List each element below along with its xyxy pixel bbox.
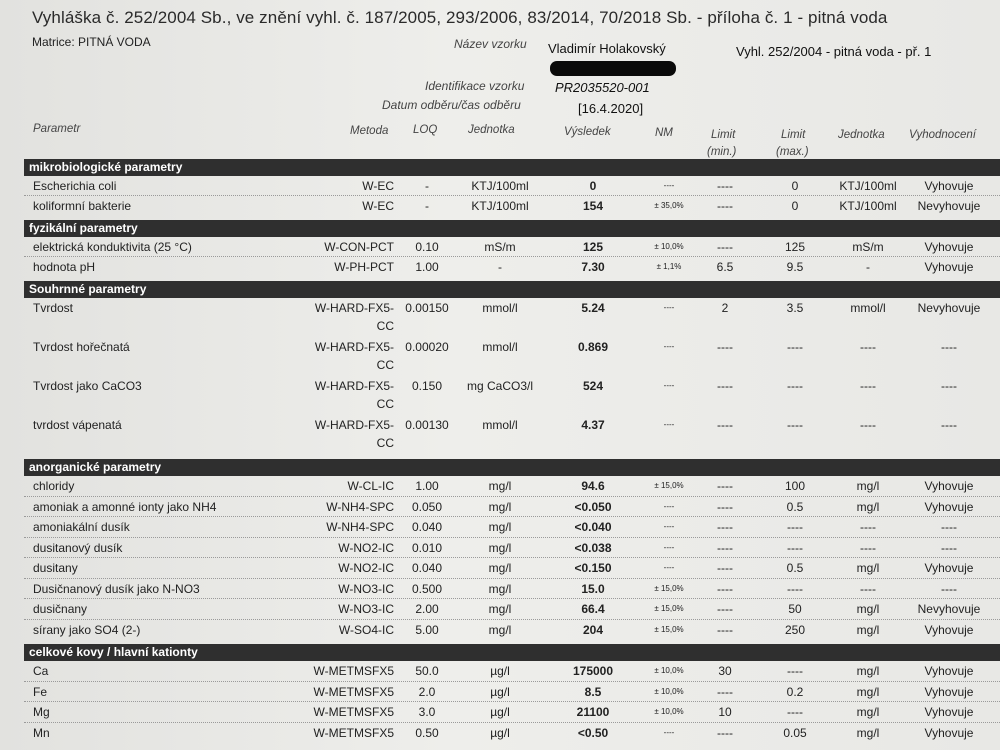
param-loq: - [425,179,429,193]
param-name: Tvrdost [33,301,74,315]
param-method: W-HARD-FX5- [314,418,394,432]
param-result: <0.040 [574,520,612,534]
standard-label: Vyhl. 252/2004 - pitná voda - př. 1 [736,44,932,59]
param-nm: ---- [663,522,675,531]
param-limit-unit: ---- [860,581,876,596]
param-nm: ± 10,0% [654,242,684,251]
sample-id-label: Identifikace vzorku [425,79,525,93]
param-limit-min: ---- [717,622,733,637]
param-name: hodnota pH [33,260,96,274]
param-limit-max: 0.05 [783,725,807,740]
param-nm: ---- [663,501,675,511]
param-unit: KTJ/100ml [471,199,529,213]
param-method: W-HARD-FX5- [314,379,394,393]
param-loq: 2.0 [418,684,436,699]
param-unit: mg/l [488,499,512,514]
param-limit-unit: ---- [860,520,876,534]
param-method: W-PH-PCT [334,260,394,274]
param-name: Escherichia coli [33,179,117,193]
param-evaluation: ---- [941,418,957,432]
param-limit-unit: ---- [860,340,876,354]
param-loq: 0.10 [415,240,439,254]
param-result: 8.5 [584,684,602,699]
param-limit-unit: mg/l [856,622,880,637]
param-unit: µg/l [490,705,510,719]
redaction-bar [550,61,676,76]
param-limit-unit: mg/l [856,602,880,616]
table-row [0,661,1000,682]
param-nm: ± 15,0% [654,604,684,613]
param-limit-min: ---- [717,179,733,193]
section-anorganicke: anorganické parametry [24,459,1000,476]
param-method-cont: CC [376,397,394,411]
col-jednotka-2: Jednotka [838,129,885,141]
param-nm: ± 35,0% [654,201,684,210]
param-loq: 0.150 [411,379,443,393]
param-name: chloridy [33,479,75,493]
table-row [0,298,1000,337]
param-loq: 0.010 [411,540,443,555]
param-unit: µg/l [490,664,510,678]
param-nm: ± 15,0% [654,624,684,634]
param-limit-min: ---- [717,379,733,393]
param-limit-max: ---- [787,581,803,596]
param-limit-min: 6.5 [716,260,734,274]
param-limit-min: ---- [717,684,733,699]
param-limit-unit: mS/m [852,240,884,254]
param-method-cont: CC [376,358,394,372]
param-limit-unit: KTJ/100ml [839,199,897,213]
param-result: 15.0 [581,581,605,596]
table-row [0,538,1000,559]
sample-name: Vladimír Holakovský [548,41,666,56]
param-evaluation: Vyhovuje [924,260,974,274]
param-method-cont: CC [376,319,394,333]
param-limit-min: ---- [717,499,733,514]
param-limit-min: ---- [717,602,733,616]
param-limit-max: 0.5 [786,561,804,575]
section-celkove-kovy: celkové kovy / hlavní kationty [24,644,1000,661]
param-limit-unit: mg/l [856,684,880,699]
param-evaluation: Vyhovuje [924,705,974,719]
param-limit-max: 100 [784,479,806,493]
param-result: 0 [589,179,597,193]
table-row [0,558,1000,579]
param-unit: mg/l [488,602,512,616]
param-limit-min: ---- [717,540,733,555]
param-limit-max: ---- [787,540,803,555]
param-loq: 0.040 [411,520,443,534]
col-jednotka: Jednotka [468,124,515,136]
param-evaluation: Vyhovuje [924,479,974,493]
param-evaluation: Vyhovuje [924,622,974,637]
param-method: W-NO2-IC [338,561,394,575]
param-limit-max: ---- [787,418,803,432]
param-limit-unit: mg/l [856,561,880,575]
param-name: dusičnany [33,602,88,616]
param-method: W-CL-IC [347,479,394,493]
param-limit-unit: ---- [860,379,876,393]
table-row [0,476,1000,497]
param-nm: ± 1,1% [656,262,682,271]
param-unit: mS/m [484,240,516,254]
param-limit-min: ---- [717,581,733,596]
param-name: Ca [33,664,49,678]
param-result: <0.038 [574,540,612,555]
param-result: 21100 [576,705,610,719]
param-method: W-HARD-FX5- [314,301,394,315]
param-method: W-CON-PCT [324,240,394,254]
param-result: 7.30 [581,260,605,274]
param-limit-unit: ---- [860,418,876,432]
param-limit-max: 0.2 [786,684,804,699]
param-limit-max: 50 [788,602,802,616]
col-parametr: Parametr [33,123,81,135]
param-method: W-METMSFX5 [313,705,394,719]
param-nm: ± 10,0% [654,686,684,696]
param-result: <0.150 [574,561,612,575]
param-evaluation: Vyhovuje [924,664,974,678]
col-loq: LOQ [413,124,438,136]
param-nm: ---- [663,381,675,390]
param-limit-max: ---- [787,705,803,719]
param-method: W-NO3-IC [338,602,394,616]
col-limit-min: Limit [711,129,736,141]
param-limit-unit: - [866,260,870,274]
param-limit-max: 125 [784,240,806,254]
section-fyzikalni: fyzikální parametry [24,220,1000,237]
param-name: amoniak a amonné ionty jako NH4 [33,499,217,514]
param-evaluation: Nevyhovuje [917,602,981,616]
param-loq: 0.050 [411,499,443,514]
param-loq: 0.500 [411,581,443,596]
section-souhrnne: Souhrnné parametry [24,281,1000,298]
param-limit-unit: mg/l [856,705,880,719]
param-method: W-NO2-IC [338,540,394,555]
col-limit-max: Limit [781,129,806,141]
param-limit-unit: mg/l [856,479,880,493]
param-loq: 2.00 [415,602,439,616]
table-row [0,176,1000,196]
param-nm: ---- [663,181,675,190]
param-result: 204 [582,622,604,637]
section-mikrobiologicke: mikrobiologické parametry [24,159,1000,176]
param-limit-unit: KTJ/100ml [839,179,897,193]
table-row [0,620,1000,641]
param-evaluation: Vyhovuje [924,725,974,740]
param-evaluation: Vyhovuje [924,240,974,254]
param-nm: ± 10,0% [654,666,684,675]
param-limit-max: 0.5 [786,499,804,514]
param-result: 4.37 [581,418,605,432]
param-method: W-METMSFX5 [313,684,394,699]
col-limit-max-sub: (max.) [776,146,809,158]
param-limit-min: ---- [717,418,733,432]
param-method: W-EC [362,179,394,193]
param-method: W-METMSFX5 [313,725,394,740]
param-nm: ± 15,0% [654,481,684,490]
param-limit-min: ---- [717,725,733,740]
param-loq: - [425,199,429,213]
param-name: tvrdost vápenatá [33,418,122,432]
param-loq: 1.00 [415,260,439,274]
param-method: W-METMSFX5 [313,664,394,678]
param-evaluation: ---- [941,520,957,534]
param-limit-max: ---- [787,520,803,534]
param-limit-max: 0 [791,199,799,213]
param-result: 524 [582,379,604,393]
sample-name-label: Název vzorku [454,37,527,51]
param-evaluation: Vyhovuje [924,561,974,575]
param-nm: ± 15,0% [654,583,684,593]
param-nm: ---- [663,542,675,552]
param-loq: 0.00150 [405,301,449,315]
param-method: W-HARD-FX5- [314,340,394,354]
param-unit: mg/l [488,622,512,637]
param-limit-unit: mg/l [856,725,880,740]
table-row [0,237,1000,257]
param-limit-min: ---- [717,479,733,493]
matrix-label: Matrice: PITNÁ VODA [32,35,151,49]
param-name: dusitany [33,561,78,575]
param-limit-max: 9.5 [786,260,804,274]
table-row [0,579,1000,600]
sample-date: [16.4.2020] [578,101,644,116]
param-limit-min: ---- [717,340,733,354]
param-evaluation: ---- [941,340,957,354]
param-nm: ---- [663,727,675,737]
param-method: W-NO3-IC [338,581,394,596]
param-limit-unit: mg/l [856,499,880,514]
param-unit: µg/l [490,684,510,699]
param-loq: 0.00130 [405,418,449,432]
param-name: dusitanový dusík [33,540,123,555]
report-title: Vyhláška č. 252/2004 Sb., ve znění vyhl. č. 187/2005, 293/2006, 83/2014, 70/2018 Sb. - příloha č. 1 - pitná voda [32,8,888,27]
param-limit-min: 2 [721,301,729,315]
param-nm: ---- [663,420,675,429]
param-limit-min: ---- [717,520,733,534]
param-loq: 3.0 [418,705,436,719]
table-row [0,337,1000,376]
param-unit: mg/l [488,520,512,534]
param-name: Dusičnanový dusík jako N-NO3 [33,581,200,596]
param-limit-unit: mg/l [856,664,880,678]
param-method: W-EC [362,199,394,213]
col-nm: NM [655,127,673,139]
param-name: Tvrdost jako CaCO3 [33,379,142,393]
param-evaluation: ---- [941,540,957,555]
param-evaluation: Vyhovuje [924,684,974,699]
param-limit-min: ---- [717,240,733,254]
param-unit: mg CaCO3/l [466,379,534,393]
param-limit-min: 10 [718,705,732,719]
param-result: 5.24 [581,301,605,315]
param-method: W-NH4-SPC [326,499,394,514]
param-result: 175000 [572,664,614,678]
param-limit-min: 30 [718,664,732,678]
param-evaluation: Vyhovuje [924,499,974,514]
param-unit: mg/l [488,479,512,493]
param-unit: µg/l [490,725,510,740]
param-nm: ---- [663,563,675,572]
table-row [0,415,1000,455]
param-nm: ± 10,0% [654,707,684,716]
param-method-cont: CC [376,436,394,450]
param-limit-min: ---- [717,199,733,213]
table-row [0,723,1000,744]
param-limit-max: ---- [787,340,803,354]
col-vysledek: Výsledek [564,126,611,138]
param-result: 0.869 [577,340,609,354]
param-result: <0.050 [574,499,612,514]
param-result: 125 [582,240,604,254]
date-label: Datum odběru/čas odběru [382,98,521,112]
param-result: 94.6 [581,479,605,493]
param-name: Tvrdost hořečnatá [33,340,130,354]
param-name: Mg [33,705,50,719]
param-unit: - [498,260,502,274]
table-row [0,682,1000,703]
param-name: Mn [33,725,50,740]
param-name: sírany jako SO4 (2-) [33,622,141,637]
param-limit-min: ---- [717,561,733,575]
table-row [0,599,1000,620]
param-loq: 0.50 [415,725,439,740]
param-evaluation: ---- [941,581,957,596]
param-unit: mg/l [488,581,512,596]
param-result: 154 [582,199,604,213]
param-unit: mmol/l [482,418,518,432]
table-row [0,497,1000,518]
param-loq: 5.00 [415,622,439,637]
param-limit-unit: mmol/l [850,301,886,315]
param-name: amoniakální dusík [33,520,130,534]
param-name: koliformní bakterie [33,199,132,213]
sample-id: PR2035520-001 [555,80,650,95]
table-row [0,257,1000,277]
param-loq: 0.00020 [405,340,449,354]
param-limit-max: ---- [787,379,803,393]
table-row [0,196,1000,216]
param-method: W-NH4-SPC [326,520,394,534]
param-result: 66.4 [581,602,605,616]
param-evaluation: Nevyhovuje [917,301,981,315]
param-name: elektrická konduktivita (25 °C) [33,240,192,254]
param-unit: mmol/l [482,340,518,354]
param-method: W-SO4-IC [338,622,394,637]
param-limit-max: 0 [791,179,799,193]
param-evaluation: Nevyhovuje [917,199,981,213]
table-row [0,702,1000,723]
param-loq: 1.00 [415,479,439,493]
param-nm: ---- [663,342,675,351]
param-result: <0.50 [577,725,609,740]
param-unit: mmol/l [482,301,518,315]
param-evaluation: Vyhovuje [924,179,974,193]
param-loq: 0.040 [411,561,443,575]
param-nm: ---- [663,303,675,312]
param-limit-max: 3.5 [786,301,804,315]
param-name: Fe [33,684,48,699]
param-unit: KTJ/100ml [471,179,529,193]
param-unit: mg/l [488,540,512,555]
table-row [0,517,1000,538]
col-metoda: Metoda [350,125,389,137]
param-loq: 50.0 [415,664,439,678]
param-limit-max: ---- [787,664,803,678]
param-unit: mg/l [488,561,512,575]
table-row [0,376,1000,415]
col-vyhodnoceni: Vyhodnocení [909,129,976,141]
param-limit-max: 250 [784,622,806,637]
param-limit-unit: ---- [860,540,876,555]
param-evaluation: ---- [941,379,957,393]
col-limit-min-sub: (min.) [707,146,737,158]
